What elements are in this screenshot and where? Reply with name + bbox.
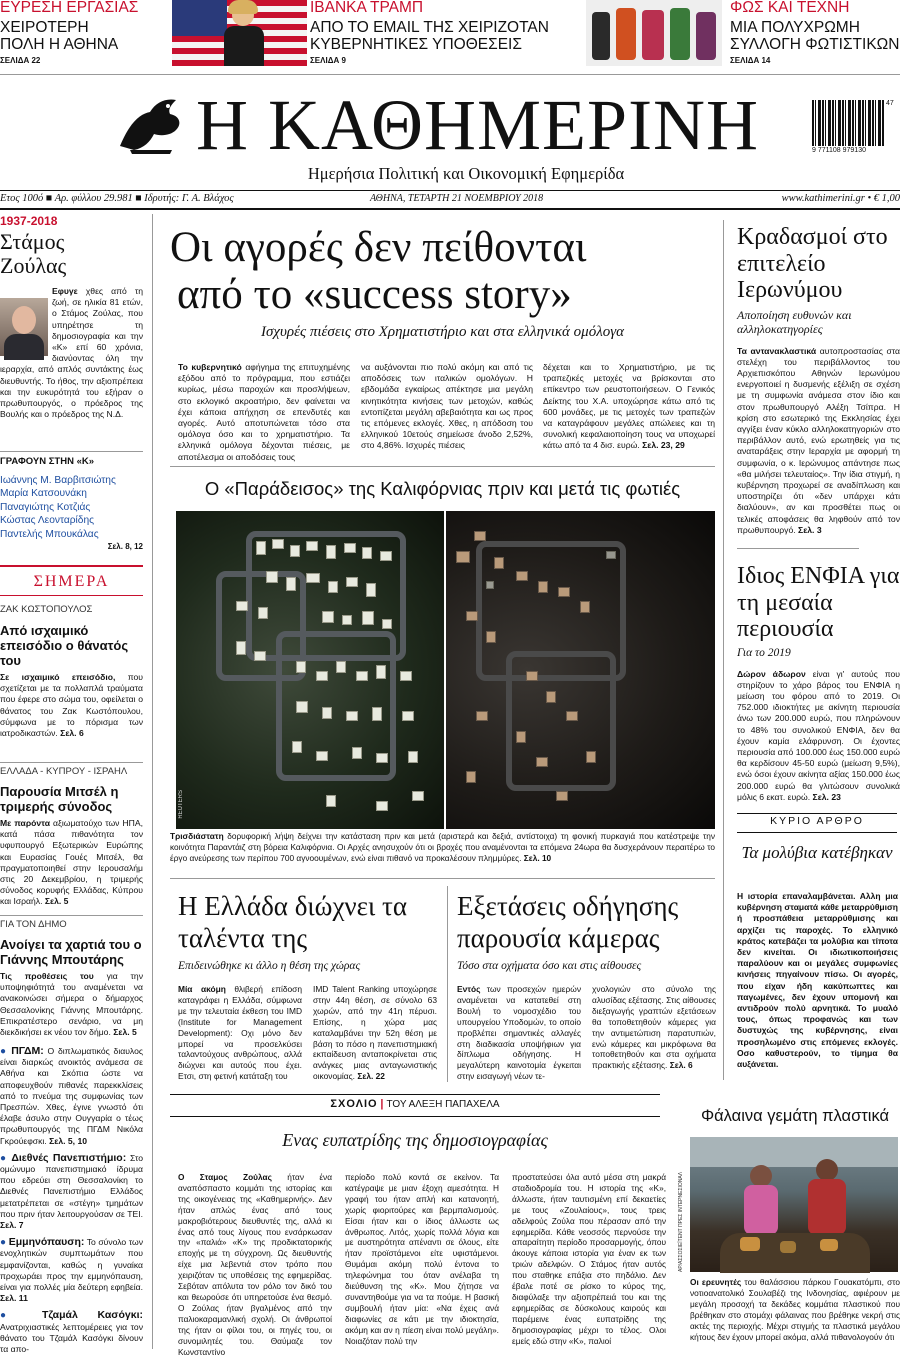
bullet-page: Σελ. 11	[0, 1293, 28, 1304]
talent-page: Σελ. 22	[357, 1071, 385, 1082]
caption-page: Σελ. 10	[523, 852, 552, 863]
bullet-text: Το σύνολο των ενοχλητικών συμπτωμάτων που εμφανίζονται, καθώς η γυναίκα προχωράει προς την εμμηνόπαυση, είναι για πολλές μία δεύτερη εφηβεία.	[0, 1237, 144, 1293]
barcode	[812, 100, 884, 146]
story-head: Ανοίγει τα χαρτιά του ο Γιάννης Μπουτάρης	[0, 937, 142, 967]
writers-list	[0, 474, 143, 551]
whale-photo	[690, 1137, 898, 1272]
obituary-block[interactable]	[0, 214, 143, 420]
bullets-block	[0, 1046, 143, 1355]
obituary-years: 1937-2018	[0, 214, 58, 228]
info-date: ΑΘΗΝΑ, ΤΕΤΑΡΤΗ 21 ΝΟΕΜΒΡΙΟΥ 2018	[370, 193, 544, 204]
story-body: για την υποψηφιότητά του αναμένεται να ανακοινώσει σήμερα ο δήμαρχος Θεσσαλονίκης Γιάννης Μπουτάρης. Επικρατέστερο σενάριο, να μη διεκδικήσει εκ νέου τον δήμο.	[0, 971, 143, 1038]
obituary-photo	[0, 298, 48, 356]
editorial-headline: Τα μολύβια κατέβηκαν	[741, 843, 893, 862]
lead-headline: από το «success story»	[177, 271, 572, 318]
church-body: αυτοπροστασίας στα στελέχη του περιβάλλοντος του Αρχιεπισκόπου Αθηνών Ιερωνύμου ενεργοποιεί η δυσμενής εξέλιξη σε σχέση με τη συμφωνία ανάμεσα στον ίδιο και στον πρωθυπουργό Αλέξη Τσίπρα. Η κρίση στο εσωτερικό της Εκκλησίας έχει αγγίξει έναν κύκλο αλληλοκατηγοριών στο περιβάλλον αυτό, ενώ ερωτηθείς για τις αναταράξεις στην Ιεραρχία με αφορμή τη συμφωνία, ο κ. Ιερώνυμος απάντησε πως «θα μιλήσει τελευταίος». Την ίδια στιγμή, η κυβέρνηση προχωρεί σε αναδίπλωση και υποστηρίζει ότι «δεν υπάρχει κάτι διαλύουν», αν και προσθέτει πως οι τελικές αποφάσεις θα ληφθούν από τον πρωθυπουργό.	[737, 345, 900, 535]
enfia-lead: Δώρον άδωρον	[737, 668, 806, 679]
today-label: ΣΗΜΕΡΑ	[33, 573, 110, 590]
teaser-line: ΚΥΒΕΡΝΗΤΙΚΕΣ ΥΠΟΘΕΣΕΙΣ	[310, 36, 522, 53]
teaser-kicker: ΙΒΑΝΚΑ ΤΡΑΜΠ	[310, 0, 424, 16]
exams-body: των προσεχών ημερών αναμένεται να κατατεθεί στη Βουλή το νομοσχέδιο του υπουργείου Υποδομών, το οποίο προβλέπει σημαντικές αλλαγές στη διαδικασία υποψήφιων για δίπλωμα οδήγησης. Η μεγαλύτερη καινοτομία έγκειται στην εισαγωγή νέων τε-	[457, 984, 582, 1082]
barcode-issue: 47	[886, 100, 894, 107]
story-page: Σελ. 6	[60, 728, 84, 739]
comment-col-2: περίοδο πολύ κοντά σε εκείνον. Τα κατέγραψε με μιαν έξοχη αμεσότητα. Η γραφή του ήταν απλή και κατανοητή, χωρίς φιοριτούρες και βερμπαλισμούς. Είσαι ήταν και ο ίδιος άλλωστε ως άνθρωπος. Λιτός, χωρίς πολλά λόγια και με αυστηρότητα απέναντι σε όλους, είτε ήταν προϊστάμενοι είτε υφιστάμενοι. Θυμάμαι ακόμη πολύ έντονα το τηλεφώνημα του όταν ανέλαβα τη διεύθυνση της «Κ». Μου ζήτησε να συναντηθούμε για να τα πούμε. Η βασική συμβουλή ήταν μία: «Να έχεις ανά διαφωνίες σε κάτι με την ιδιοκτησία, ακόμη και αν η πίεση είναι πολύ μεγάλη». Νοιαζόταν πολύ την	[345, 1172, 499, 1346]
exams-headline: Εξετάσεις οδήγησης παρουσία κάμερας	[457, 891, 679, 953]
whale-lead: Οι ερευνητές	[690, 1277, 742, 1287]
bullet-page: Σελ. 7	[0, 1220, 24, 1231]
story-text	[0, 818, 143, 908]
exams-subhead: Τόσο στα οχήματα όσο και στις αίθουσες	[457, 960, 642, 972]
section-label: ΓΙΑ ΤΟΝ ΔΗΜΟ	[0, 919, 67, 930]
story-body: που σχετίζεται με τα πολλαπλά τραύματα που έφερε στο σώμα του, οφείλεται ο θάνατος του Ζακ Κωστόπουλου, σύμφωνα με το πόρισμα των ιατροδικαστών.	[0, 672, 144, 739]
obituary-name: Στάμος	[0, 229, 65, 254]
exams-page: Σελ. 6	[669, 1060, 693, 1071]
exams-lead: Εντός	[457, 984, 481, 994]
editorial-text: Η ιστορία επαναλαμβάνεται. Αλλη μια κυβέρνηση σταματά κάθε μεταρρύθμιση ή προσπάθεια μεταρρύθμισης και αρχίζει τις παροχές. Το ελληνικό κράτος κατεβάζει τα μολύβια και τίποτα δεν κινείται. Οι ιδιωτικοποιήσεις παραλύουν και οι μεγάλες συμφωνίες κινήσεις πηγαίνουν πίσω. Οι αγορές, που είχαν ήδη κακύπωπτες και παγωμένες, δεν έχουν υπομονή και αντιδρούν πολύ αρνητικά. Το μυαλό τους, όπως προφανώς και των δυστυχώς της κυβέρνησης, είναι προσηλωμένο στις επόμενες εκλογές. Οσο καθυστερούν, το τίμημα θα αυξάνεται.	[737, 891, 898, 1070]
story-lead: Τις προθέσεις του	[0, 971, 94, 981]
bullet-lead: Εμμηνόπαυση:	[8, 1236, 85, 1249]
talent-body: θλιβερή επίδοση καταγράφει η Ελλάδα, σύμφωνα με την τελευταία έκθεση του IMD (Institute for Management Development): Οχι μόνο δεν μπορεί να προσελκύσει ταλαντούχους ανθρώπους, αλλά διώχνει και αυτούς που έχει. Ετσι, στη φετινή κατάταξη του	[178, 984, 302, 1082]
writer-name: Μαρία Κατσουνάκη	[0, 488, 87, 500]
comment-label-row: ΣΧΟΛΙΟ | ΤΟΥ ΑΛΕΞΗ ΠΑΠΑΧΕΛΑ	[330, 1098, 500, 1110]
story-head: Παρουσία Μιτσέλ η τριμερής σύνοδος	[0, 784, 119, 814]
barcode-number: 9 771108 979130	[812, 147, 866, 154]
exams-body: χνολογιών στο σύνολο της αλυσίδας εξέτασης. Στις αίθουσες διεξαγωγής γραπτών εξετάσεων θα τοποθετηθούν κάμερες για την αντιμετώπιση παρατυπιών, ενώ κάμερες και μικρόφωνα θα τοποθετηθούν και στα οχήματα πρακτικής εξέτασης.	[592, 984, 716, 1071]
story-body: αξιωματούχο των ΗΠΑ, κατά πάσα πιθανότητα τον υφυπουργό Εξωτερικών Ευρώπης και Ευρασίας Γουές Μιτσέλ, θα πραγματοποιηθεί στην Ιερουσαλήμ στις 20 Δεκεμβρίου, η τριμερής σύνοδος κορυφής Ελλάδας, Κύπρου και Ισραήλ.	[0, 818, 143, 907]
lead-body: αφήγημα της επιτυχημένης εξόδου από το πρόγραμμα, που εστιάζει κυρίως, μέσω παροχών και προσλήψεων, στο εκλογικό ακροατήριο, δεν φαίνεται να έχει κάποια απήχηση σε επενδυτές και αγορές. Αυτό αποτυπώνεται τόσο στα ομόλογα όσο και το χρηματιστήριο. Τα ελληνικά ομόλογα δέχονται πιέσεις, με αποτέλεσμα οι αποδόσεις τους	[178, 362, 350, 462]
church-story[interactable]	[737, 224, 900, 536]
comment-col-1	[178, 1172, 332, 1357]
exams-story[interactable]	[457, 890, 719, 972]
bullet-lead: Τζαμάλ Κασόγκι:	[41, 1309, 143, 1322]
teaser-page: ΣΕΛΙΔΑ 14	[730, 56, 771, 65]
exams-col-1	[457, 984, 581, 1082]
talent-body: IMD Talent Ranking υποχώρησε στην 44η θέση, σε σύνολο 63 χωρών, από την 41η πέρυσι. Επίσης, η χώρα μας καταλαμβάνει την 52η θέση με βάση το πόσο η πανεπιστημιακή εκπαίδευση ανταποκρίνεται στις ανάγκες μιας ανταγωνιστικής οικονομίας.	[313, 984, 437, 1082]
story-page: Σελ. 5	[44, 896, 69, 907]
teaser-line: ΜΙΑ ΠΟΛΥΧΡΩΜΗ	[730, 19, 860, 36]
teaser-line: ΠΟΛΗ Η ΑΘΗΝΑ	[0, 36, 119, 53]
lead-col-3	[543, 362, 715, 452]
photo-caption	[170, 831, 715, 863]
info-right[interactable]: www.kathimerini.gr • € 1,00	[781, 193, 900, 204]
talent-col-1	[178, 984, 302, 1082]
enfia-text	[737, 669, 900, 803]
teaser-jobs[interactable]	[0, 0, 165, 70]
talent-headline: Η Ελλάδα διώχνει τα ταλέντα της	[178, 891, 407, 953]
masthead-subtitle: Ημερήσια Πολιτική και Οικονομική Εφημερίδα	[307, 164, 625, 183]
lead-lead: Το κυβερνητικό	[178, 362, 242, 372]
caption-lead: Τρισδιάστατη	[170, 831, 224, 841]
bullet-text: Στο ομώνυμο πανεπιστημιακό ίδρυμα που εδρεύει στη Θεσσαλονίκη το Διεθνές Πανεπιστήμιο Ελλάδος μετατρέπεται σε «στέγη» τμημάτων που πριν ήταν λειτουργούσαν σε ΤΕΙ.	[0, 1152, 144, 1219]
comment-label: ΣΧΟΛΙΟ	[330, 1098, 378, 1110]
church-page: Σελ. 3	[798, 524, 822, 535]
section-label: ΖΑΚ ΚΩΣΤΟΠΟΥΛΟΣ	[0, 604, 93, 615]
owl-logo-icon	[110, 92, 186, 156]
lead-subhead: Ισχυρές πιέσεις στο Χρηματιστήριο και στα ελληνικά ομόλογα	[261, 324, 624, 340]
whale-headline: Φάλαινα γεμάτη πλαστικά	[700, 1107, 890, 1125]
enfia-page: Σελ. 23	[812, 791, 841, 802]
talent-col-2	[313, 984, 437, 1082]
teaser-page: ΣΕΛΙΔΑ 22	[0, 56, 41, 65]
bullet-item[interactable]: ● Τζαμάλ Κασόγκι: Ανατριχιαστικές λεπτομέρειες για τον θάνατο του Τζαμάλ Κασόγκι δίνουν τα απο-	[0, 1309, 143, 1355]
bullet-text: Ο διπλωματικός διαυλος είναι διαρκώς ανοικτός ανάμεσα σε Αθήνα και Σκόπια ώστε να αποφευχθούν πιθανές παρεκκλίσεις από το πνεύμα της συμφωνίας των Πρεσπών. Χθες, έγινε γνωστό ότι έλαβε άσυλο στην Ουγγαρία ο τέως πρωθυπουργός της ΠΓΔΜ Νικόλα Γκρούεφσκι.	[0, 1046, 143, 1146]
obituary-lead: Εφυγε	[52, 286, 78, 296]
talent-subhead: Επιδεινώθηκε κι άλλο η θέση της χώρας	[178, 960, 361, 972]
lead-body: δέχεται και το Χρηματιστήριο, με τις τραπεζικές μετοχές να βρίσκονται στο επίκεντρο των ρευστοποιήσεων. Ο Γενικός Δείκτης του Χ.Α. υποχώρησε κάτω από τις 600 μονάδες, με τις μετοχές των τραπεζών να καταγράφουν μεγάλες απώλειες και τη συνολική κεφαλαιοποίηση τους να υποχωρεί κάτω από τα 4 δισ. ευρώ.	[543, 362, 715, 451]
teaser-ivanka[interactable]	[310, 0, 580, 70]
whale-credit: AP/ΑΣΣΟΣΙΕΪΤΕΝΤ ΠΡΕΣ ΙΝΤΕΡΝΕΣΙΟΝΑΛ	[678, 1171, 684, 1272]
teaser-photo-lamps[interactable]	[586, 0, 722, 66]
comment-author: ΤΟΥ ΑΛΕΞΗ ΠΑΠΑΧΕΛΑ	[386, 1099, 500, 1110]
enfia-subhead: Για το 2019	[737, 646, 791, 659]
talent-lead: Μία ακόμη	[178, 984, 226, 994]
comment-body: ήταν ένα αναπόσπαστο κομμάτι της ιστορίας και της οικογένειας της «Καθημερινής». Δεν ήταν απλώς ένας από τους μακροβιότερους διευθυντές της, αλλά κι ένας από τους λίγους που ενσάρκωσαν την «παλιά» «Κ» της προδικτατορικής εποχής με τη σύγχρονη. Ως διευθυντής είχε μια λεβεντιά στον τρόπο που χειριζόταν τις υποθέσεις της εφημερίδας. Σεβόταν απόλυτα τον ρόλο τον δικό του και θεωρούσε ότι υπηρετούσε ένα θεσμό. Ο Ζούλας ήταν βγαλμένος από την παλιοκαραμανλική σχολή. Οι άνθρωποί της ήταν οι φίλοι του, οι πηγές του, οι συνομιλητές του. Θαύμαζε τον Κωνσταντίνο	[178, 1172, 332, 1357]
lead-col-2: να αυξάνονται πιο πολύ ακόμη και από τις αποδόσεις των ιταλικών ομολόγων. Η εβδομάδα εγκαίρως απέκτησε μια μεγάλη κινητικότητα κινήσεις των μετοχών, καθώς εντοπίζεται μεγάλη αβεβαιότητα και ως προς τις επόμενες εκλογές. Χθες, η απόδοση του ελληνικού 10ετούς σημείωσε άνοδο 2,52%, στο 4,86%. Ισχυρές πιέσεις	[361, 362, 533, 451]
caption-body: δορυφορική λήψη δείχνει την κατάσταση πριν και μετά (αριστερά και δεξιά, αντίστοιχα) τη φονική πυρκαγιά που κατέστρεψε την κοινότητα Παραντάιζ στη βόρεια Καλιφόρνια. Οι Αρχές ανησυχούν ότι οι βροχές που αναμένονται τα επόμενα 24ωρα θα δυσχεράνουν περαιτέρω το έργο ανεύρεσης των περίπου 700 αγνοουμένων, ενώ είναι πιθανό να προκαλέσουν πλημμύρες.	[170, 831, 715, 863]
teaser-line: ΣΥΛΛΟΓΗ ΦΩΤΙΣΤΙΚΩΝ	[730, 36, 900, 53]
writers-label: ΓΡΑΦΟΥΝ ΣΤΗΝ «Κ»	[0, 456, 94, 467]
comment-headline: Ενας ευπατρίδης της δημοσιογραφίας	[282, 1130, 548, 1150]
enfia-body: είναι γι' αυτούς που στηρίζουν το χάρο βάρος του ΕΝΦΙΑ η μείωση του φόρου από το 2019. Οι 752.000 ιδιοκτήτες με ακίνητη περιουσία άνω των 200.000 ευρώ, που πληρώνουν το 48% του συνολικού ΕΝΦΙΑ, δεν θα έχουν καμία ελάφρυνση. Οι έχοντες περιουσία από 100.000 έως 150.000 ευρώ θα κερδίσουν 45-50 ευρώ (μείωση 9,5%), ενώ όσοι έχουν ακίνητα αξίας 150.000 έως 200.000 ευρώ θα γλιτώσουν συνολικά μόλις 6 εκατ. ευρώ.	[737, 668, 900, 802]
teaser-kicker: ΕΥΡΕΣΗ ΕΡΓΑΣΙΑΣ	[0, 0, 139, 16]
trilateral-block[interactable]	[0, 766, 143, 908]
writer-name: Παντελής Μπουκάλας	[0, 528, 99, 540]
talent-story[interactable]	[178, 890, 440, 972]
story-page: Σελ. 5	[113, 1027, 137, 1038]
teaser-page: ΣΕΛΙΔΑ 9	[310, 56, 346, 65]
story-text	[0, 672, 143, 739]
church-subhead: Αποποίηση ευθυνών και αλληλοκατηγορίες	[737, 307, 852, 336]
bullet-lead: ΠΓΔΜ:	[11, 1045, 44, 1057]
comment-col-3: προστατεύσει όλα αυτό μέσα στη μακρά σταδιοδρομία του. Η ιστορία της «Κ», άλλωστε, ήταν ταυτισμένη επί δεκαετίες με τους «Ζουλαίους», τους τρεις αδελφούς Ζούλα που πέρασαν από την εφημερίδα. Κάθε νεοσσός περνούσε την απαραίτητη περίοδο προσαρμογής, όπου άκουγε κάποια ιστορία για έναν εκ των τριών αδελφών. Ο Στάμος ήταν αυτός που σταθηκε επάξια στο πηδάλιο. Δεν έβαλε ποτέ σε ρίσκο το κύρος της, διαφύλαξε την αξιοπρέπειά του και της εφημερίδας σε δύσκολους καιρούς και παρέμεινε ένας ευπατρίδης της δημοσιογραφίας μέχρι το τέλος. Ολοι εμείς εδώ στην «Κ», παλιοί	[512, 1172, 666, 1346]
whale-body: του θαλάσσιου πάρκου Γουακατόμπι, στο νοτιοανατολικό Σουλαβέζι της Ινδονησίας, αφιέρουν με μεγάλη προσοχή τα δεκάδες κομμάτια πλαστικού που βρέθηκαν στο στομάχι φάλαινας που βρέθηκε νεκρή στις ακτές της περιοχής. Μέχρι στιγμής τα πλαστικά μεγάλου κήτους δεν έχουν μπορεί ακόμα, αλλά πιθανολογούν ότι	[690, 1277, 900, 1342]
obituary-body: χθες από τη ζωή, σε ηλικία 81 ετών, ο Στάμος Ζούλας, που υπηρέτησε τη δημοσιογραφία και την «Κ» επί 60 χρόνια, διανύοντας όλη την ιεραρχία, από απλός συντάκτης έως διευθυντής. Το ήθος, την αξιοπρέπεια και την ευκυρότητά του εξήραν ο πρωθυπουργός, ο πρόεδρος της Βουλής και ο πρόεδρος της Ν.Δ.	[0, 286, 143, 420]
photo-after	[446, 511, 715, 829]
church-headline: Κραδασμοί στο επιτελείο Ιερωνύμου	[737, 224, 888, 303]
church-text	[737, 346, 900, 536]
story-lead: Σε ισχαιμικό επεισόδιο,	[0, 672, 116, 682]
lead-headline: Οι αγορές δεν πείθονται	[170, 224, 587, 271]
editorial-label: ΚΥΡΙΟ ΑΡΘΡΟ	[770, 815, 864, 827]
photo-headline: Ο «Παράδεισος» της Καλιφόρνιας πριν και μετά τις φωτιές	[204, 478, 681, 499]
writers-page: Σελ. 8, 12	[107, 542, 143, 552]
lead-story[interactable]	[170, 224, 715, 341]
church-lead: Τα αντανακλαστικά	[737, 345, 817, 356]
bullet-lead: Διεθνές Πανεπιστήμιο:	[11, 1151, 127, 1164]
photo-before	[176, 511, 444, 829]
lead-col-1	[178, 362, 350, 463]
teaser-kicker: ΦΩΣ ΚΑΙ ΤΕΧΝΗ	[730, 0, 850, 16]
boutaris-block[interactable]	[0, 919, 143, 1038]
enfia-story[interactable]	[737, 563, 900, 803]
comment-lead: Ο Σταμος Ζούλας	[178, 1172, 272, 1182]
info-left: Ετος 100ό ■ Αρ. φύλλου 29.981 ■ Ιδρυτής: Γ. Α. Βλάχος	[0, 193, 234, 204]
whale-text	[690, 1277, 900, 1349]
bullet-item[interactable]: ● Διεθνές Πανεπιστήμιο: Στο ομώνυμο πανεπιστημιακό ίδρυμα που εδρεύει στη Θεσσαλονίκη το Διεθνές Πανεπιστήμιο Ελλάδος μετατρέπεται σε «στέγη» τμημάτων που πριν ήταν λειτουργούσαν σε ΤΕΙ. Σελ. 7	[0, 1151, 144, 1231]
story-text	[0, 971, 143, 1038]
bullet-item[interactable]: ● ΠΓΔΜ: Ο διπλωματικός διαυλος είναι διαρκώς ανοικτός ανάμεσα σε Αθήνα και Σκόπια ώστε να αποφευχθούν πιθανές παρεκκλίσεις από το πνεύμα της συμφωνίας των Πρεσπών. Χθες, έγινε γνωστό ότι έλαβε άσυλο στην Ουγγαρία ο τέως πρωθυπουργός της ΠΓΔΜ Νικόλα Γκρούεφσκι. Σελ. 5, 10	[0, 1045, 143, 1146]
section-label: ΕΛΛΑΔΑ - ΚΥΠΡΟΥ - ΙΣΡΑΗΛ	[0, 766, 128, 777]
photo-credit: REUTERS	[178, 790, 184, 819]
teaser-line: ΑΠΟ ΤΟ EMAIL ΤΗΣ ΧΕΙΡΙΖΟΤΑΝ	[310, 19, 549, 36]
masthead-title: Η ΚΑΘΗΜΕΡΙΝΗ	[196, 85, 760, 165]
writer-name: Παναγιώτης Κοτζιάς	[0, 501, 91, 513]
bullet-item[interactable]: ● Εμμηνόπαυση: Το σύνολο των ενοχλητικών συμπτωμάτων που εμφανίζονται, καθώς η γυναίκα προχωράει προς την εμμηνόπαυση, είναι για πολλές μία δεύτερη εφηβεία. Σελ. 11	[0, 1236, 144, 1304]
teaser-line: ΧΕΙΡΟΤΕΡΗ	[0, 19, 89, 36]
exams-col-2	[592, 984, 716, 1071]
lead-page: Σελ. 23, 29	[642, 440, 685, 451]
bullet-text: Ανατριχιαστικές λεπτομέρειες για τον θάνατο του Τζαμάλ Κασόγκι δίνουν τα απο-	[0, 1321, 143, 1355]
writer-name: Κώστας Λεονταρίδης	[0, 515, 95, 527]
teaser-lamps[interactable]	[730, 0, 900, 70]
writer-name: Ιωάννης Μ. Βαρβιτσιώτης	[0, 475, 116, 486]
story-head: Από ισχαιμικό επεισόδιο ο θάνατός του	[0, 623, 129, 668]
bullet-page: Σελ. 5, 10	[49, 1135, 87, 1146]
obituary-name: Ζούλας	[0, 253, 67, 278]
story-lead: Με παρόντα	[0, 818, 51, 828]
today-block[interactable]	[0, 604, 143, 739]
teaser-photo-ivanka[interactable]	[172, 0, 307, 66]
enfia-headline: Ιδιος ΕΝΦΙΑ για τη μεσαία περιουσία	[737, 563, 900, 642]
